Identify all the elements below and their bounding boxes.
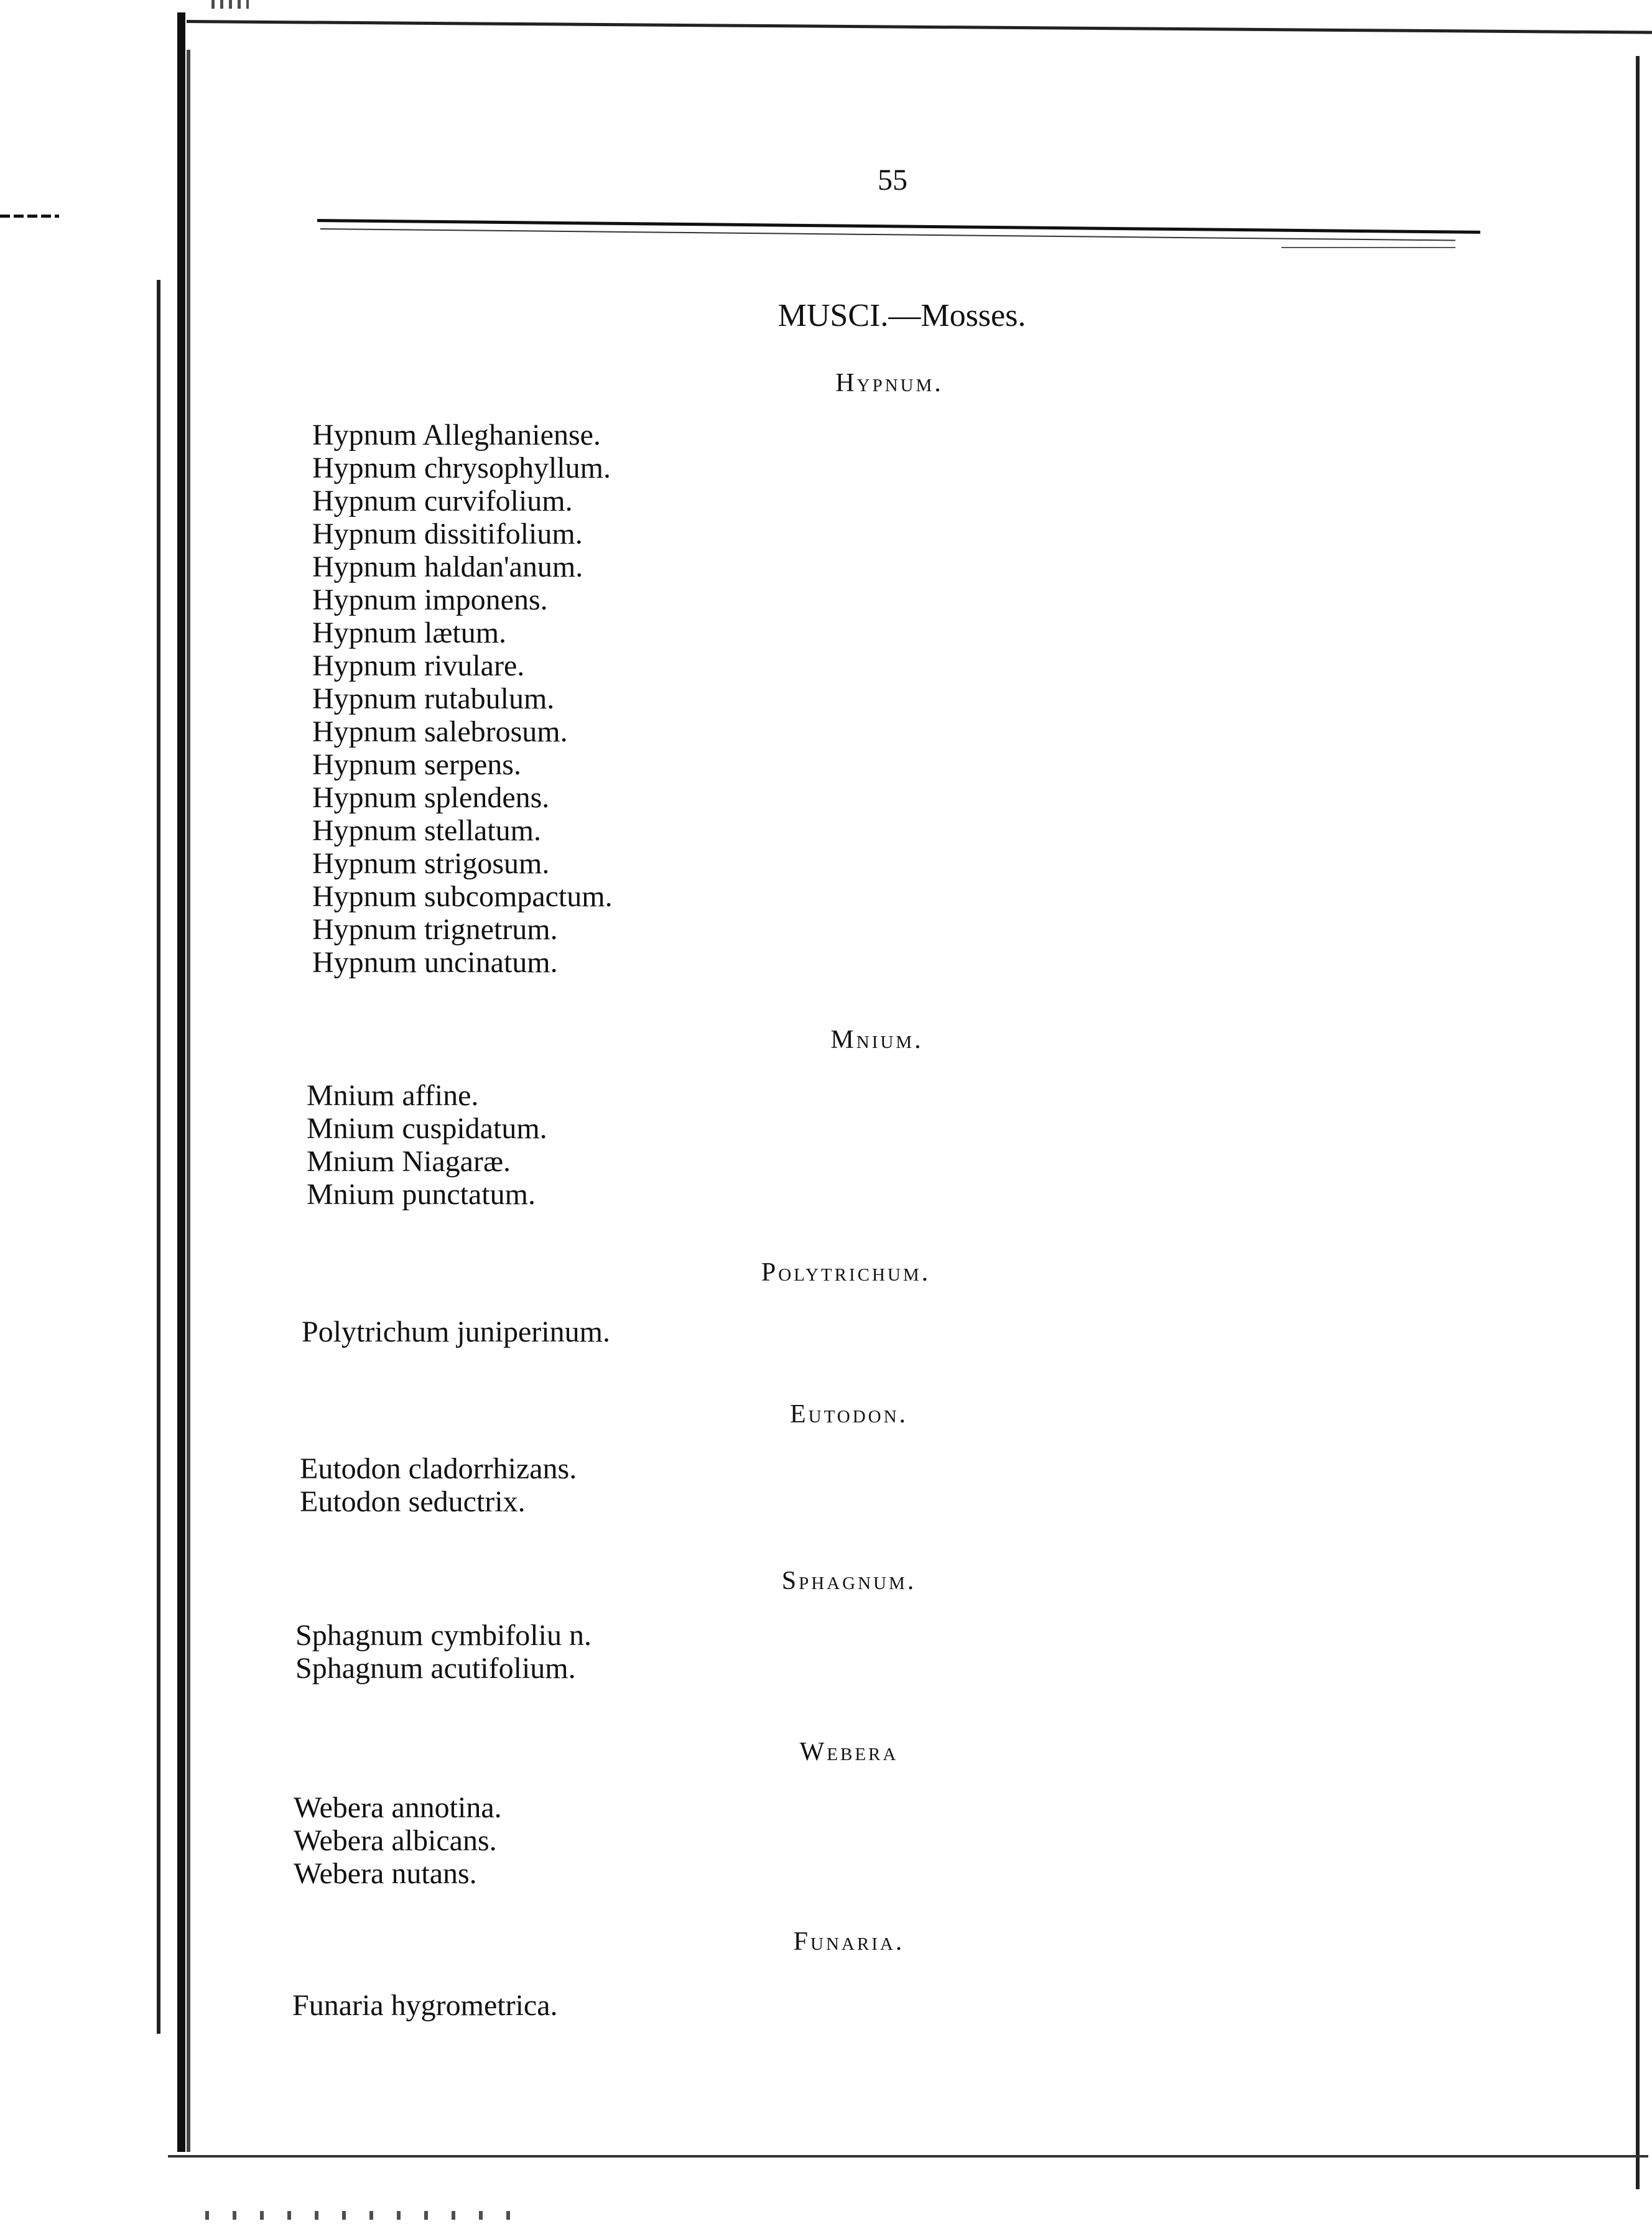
binding-edge (157, 280, 160, 2034)
list-item: Hypnum strigosum. (312, 847, 550, 880)
scan-specks-bottom (205, 2211, 516, 2220)
list-item: Hypnum subcompactum. (312, 880, 613, 913)
section-title: MUSCI.—Mosses. (777, 298, 1026, 333)
list-item: Mnium affine. (307, 1079, 479, 1112)
genus-heading-eutodon: Eutodon. (789, 1400, 909, 1429)
list-item: Hypnum rivulare. (312, 649, 525, 682)
list-item: Hypnum serpens. (312, 748, 521, 781)
list-item: Hypnum imponens. (312, 583, 548, 616)
genus-heading-polytrichum: Polytrichum. (761, 1258, 931, 1287)
list-item: Sphagnum acutifolium. (295, 1652, 576, 1685)
gutter-shadow (187, 50, 190, 2152)
list-item: Eutodon seductrix. (300, 1485, 526, 1518)
list-item: Hypnum curvifolium. (312, 484, 573, 517)
list-item: Mnium Niagaræ. (307, 1145, 511, 1178)
species-list-webera (294, 1791, 502, 1890)
list-item: Sphagnum cymbifoliu n. (295, 1619, 592, 1652)
genus-heading-sphagnum: Sphagnum. (781, 1567, 917, 1595)
list-item: Hypnum haldan'anum. (312, 550, 583, 583)
list-item: Funaria hygrometrica. (292, 1989, 558, 2022)
genus-heading-funaria: Funaria. (793, 1927, 905, 1956)
list-item: Mnium punctatum. (307, 1178, 536, 1211)
list-item: Mnium cuspidatum. (307, 1112, 547, 1145)
genus-heading-webera: Webera (799, 1738, 899, 1766)
list-item: Webera albicans. (294, 1824, 497, 1857)
list-item: Hypnum chrysophyllum. (312, 452, 611, 484)
species-list-hypnum (312, 419, 613, 979)
header-rule (317, 219, 1480, 234)
page-bottom-edge (168, 2155, 1648, 2158)
list-item: Hypnum rutabulum. (312, 682, 555, 715)
list-item: Hypnum Alleghaniense. (312, 419, 601, 452)
genus-heading-hypnum: Hypnum. (835, 369, 944, 397)
header-rule-tail (1281, 247, 1455, 248)
list-item: Hypnum lætum. (312, 616, 507, 649)
binding-gutter (177, 12, 185, 2152)
page-right-edge (1636, 56, 1640, 2189)
list-item: Polytrichum juniperinum. (302, 1315, 610, 1348)
list-item: Hypnum salebrosum. (312, 715, 568, 748)
species-list-eutodon (300, 1452, 577, 1518)
list-item: Hypnum splendens. (312, 781, 550, 814)
list-item: Webera annotina. (294, 1791, 502, 1824)
genus-heading-mnium: Mnium. (830, 1026, 924, 1054)
list-item: Eutodon cladorrhizans. (300, 1452, 577, 1485)
list-item: Webera nutans. (294, 1857, 477, 1890)
species-list-mnium (307, 1079, 547, 1211)
list-item: Hypnum dissitifolium. (312, 517, 583, 550)
species-list-sphagnum (295, 1619, 592, 1685)
list-item: Hypnum stellatum. (312, 814, 541, 847)
page-number: 55 (878, 164, 907, 197)
list-item: Hypnum trignetrum. (312, 913, 558, 946)
page-top-edge (187, 20, 1652, 34)
species-list-funaria (292, 1989, 558, 2022)
facing-page-rule (0, 215, 59, 218)
scan-specks-top (211, 0, 249, 9)
species-list-polytrichum (302, 1315, 610, 1348)
list-item: Hypnum uncinatum. (312, 946, 558, 979)
